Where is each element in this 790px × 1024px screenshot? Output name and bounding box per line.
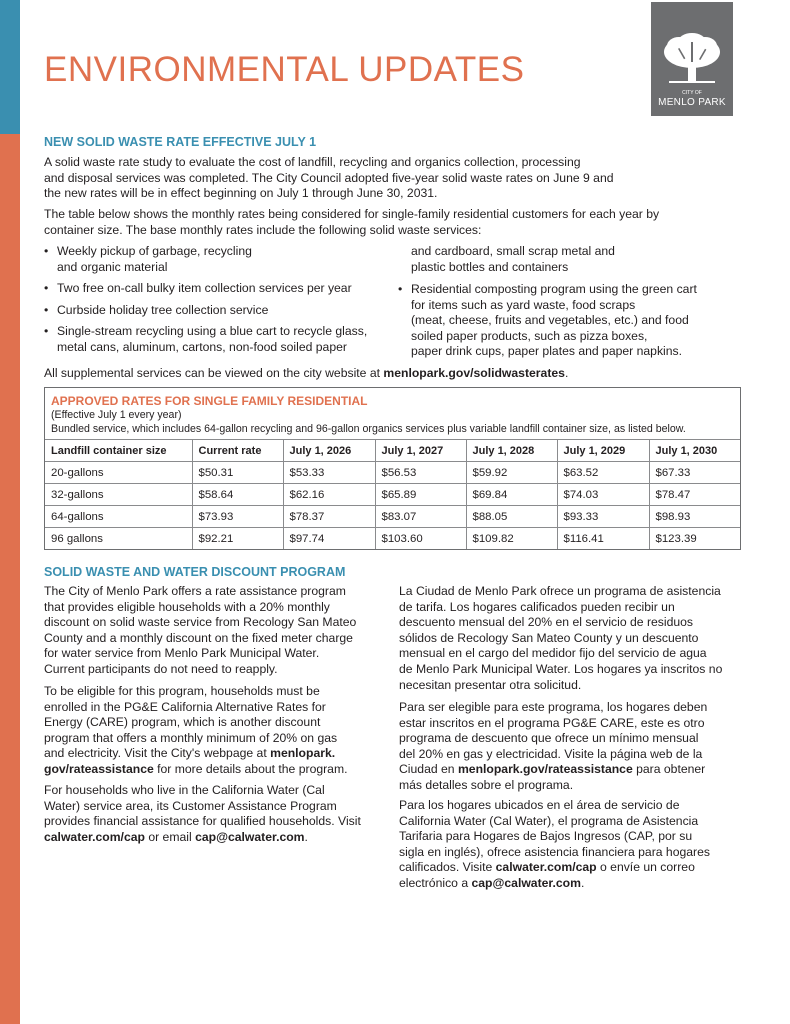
table-cell: $92.21 <box>192 528 283 550</box>
side-bar <box>0 134 20 1024</box>
rates-table-title: APPROVED RATES FOR SINGLE FAMILY RESIDENTIAL <box>51 394 368 408</box>
table-cell: $74.03 <box>557 484 649 506</box>
city-logo <box>651 2 733 116</box>
table-cell: $98.93 <box>649 506 740 528</box>
calwater-email-link[interactable]: cap@calwater.com <box>195 829 305 844</box>
logo-city-of: CITY OF <box>682 90 702 96</box>
table-cell: $73.93 <box>192 506 283 528</box>
discount-es-paragraph-1: La Ciudad de Menlo Park ofrece un programa de asistencia de tarifa. Los hogares calificados pueden recibir un descuento mensual del 20% en el servicio de residuos sólidos de Recology San Mateo County y un descuento mensual en el cargo del medidor fijo del servicio de agua de Menlo Park Municipal Water. Los hogares ya inscritos no necesitan presentar otra solicitud. <box>399 584 723 692</box>
column-header: July 1, 2030 <box>649 440 740 462</box>
discount-es-paragraph-2: Para ser elegible para este programa, los hogares deben estar inscritos en el programa PG&E CARE, este es otro programa de descuento que ofrece un mínimo mensual del 20% en gas y electricidad. Visite la página web de la Ciudad en menlopark.gov/rateassistance para obtener más detalles sobre el programa. <box>399 700 708 792</box>
rateassistance-link-es[interactable]: menlopark.gov/rateassistance <box>457 762 633 777</box>
list-item: • Residential composting program using the green cart for items such as yard waste, food scraps (meat, cheese, fruits and vegetables, etc.) and food soiled paper products, such as pizza boxes, paper drink cups, paper plates and paper napkins. <box>398 282 743 360</box>
solidwasterates-link[interactable]: menlopark.gov/solidwasterates <box>383 366 565 380</box>
table-cell: 20-gallons <box>45 462 192 484</box>
table-cell: $78.47 <box>649 484 740 506</box>
rates-table <box>45 439 740 549</box>
discount-en-paragraph-2: To be eligible for this program, households must be enrolled in the PG&E California Alternative Rates for Energy (CARE) program, which is another discount program that offers a monthly minimum of 20% on gas and electricity. Visit the City's webpage at menlopark. gov/rateassistance for more details about the program. <box>44 684 348 776</box>
column-header: July 1, 2027 <box>375 440 466 462</box>
column-header: July 1, 2029 <box>557 440 649 462</box>
table-cell: 96 gallons <box>45 528 192 550</box>
table-cell: $62.16 <box>283 484 375 506</box>
calwater-cap-link[interactable]: calwater.com/cap <box>44 829 145 844</box>
column-header: July 1, 2028 <box>466 440 557 462</box>
calwater-email-link-es[interactable]: cap@calwater.com <box>471 875 581 890</box>
rateassistance-link-cont[interactable]: gov/rateassistance <box>44 761 154 776</box>
table-cell: $97.74 <box>283 528 375 550</box>
table-cell: $59.92 <box>466 462 557 484</box>
table-cell: $78.37 <box>283 506 375 528</box>
list-item: • Curbside holiday tree collection service <box>44 303 394 319</box>
table-cell: $58.64 <box>192 484 283 506</box>
table-cell: $109.82 <box>466 528 557 550</box>
table-cell: $88.05 <box>466 506 557 528</box>
table-cell: $69.84 <box>466 484 557 506</box>
top-side-bar <box>0 0 20 134</box>
rate-table-intro-paragraph: The table below shows the monthly rates being considered for single-family residential customers for each year by container size. The base monthly rates include the following solid waste services: <box>44 207 660 237</box>
services-list-right <box>398 282 743 366</box>
list-item: • Two free on-call bulky item collection services per year <box>44 281 394 297</box>
table-cell: $53.33 <box>283 462 375 484</box>
rates-table-effective: (Effective July 1 every year) <box>51 409 182 421</box>
discount-section-heading: SOLID WASTE AND WATER DISCOUNT PROGRAM <box>44 565 346 579</box>
table-cell: 32-gallons <box>45 484 192 506</box>
rates-table-description: Bundled service, which includes 64-gallon recycling and 96-gallon organics services plus variable landfill container size, as listed below. <box>51 423 686 435</box>
column-header: Current rate <box>192 440 283 462</box>
supplemental-services-text: All supplemental services can be viewed on the city website at menlopark.gov/solidwasterates. <box>44 366 569 380</box>
oak-tree-icon <box>651 2 733 92</box>
rate-section-heading: NEW SOLID WASTE RATE EFFECTIVE JULY 1 <box>44 135 317 149</box>
table-cell: $83.07 <box>375 506 466 528</box>
rate-intro-paragraph: A solid waste rate study to evaluate the cost of landfill, recycling and organics collection, processing and disposal services was completed. The City Council adopted five-year solid waste rates on June 9 and the new rates will be in effect beginning on July 1 through June 30, 2031. <box>44 155 614 201</box>
list-item: • Weekly pickup of garbage, recycling and organic material <box>44 244 394 275</box>
rateassistance-link[interactable]: menlopark. <box>270 746 336 761</box>
table-header-row <box>45 440 740 462</box>
page-title: ENVIRONMENTAL UPDATES <box>44 50 525 89</box>
table-cell: $103.60 <box>375 528 466 550</box>
table-row <box>45 462 740 484</box>
table-row <box>45 528 740 550</box>
column-header: July 1, 2026 <box>283 440 375 462</box>
calwater-cap-link-es[interactable]: calwater.com/cap <box>495 860 597 875</box>
table-cell: $56.53 <box>375 462 466 484</box>
table-cell: $93.33 <box>557 506 649 528</box>
list-item: • Single-stream recycling using a blue cart to recycle glass, metal cans, aluminum, cartons, non-food soiled paper <box>44 324 394 355</box>
table-row <box>45 506 740 528</box>
column-header: Landfill container size <box>45 440 192 462</box>
table-row <box>45 484 740 506</box>
table-cell: $116.41 <box>557 528 649 550</box>
discount-en-paragraph-1: The City of Menlo Park offers a rate assistance program that provides eligible households with a 20% monthly discount on solid waste service from Recology San Mateo County and a monthly discount on the fixed meter charge for water service from Menlo Park Municipal Water. Current participants do not need to reapply. <box>44 584 357 676</box>
table-cell: $123.39 <box>649 528 740 550</box>
table-cell: $67.33 <box>649 462 740 484</box>
table-cell: $50.31 <box>192 462 283 484</box>
rates-table-box <box>44 387 741 550</box>
logo-menlo-park: MENLO PARK <box>658 97 726 108</box>
services-list-left <box>44 244 394 362</box>
table-cell: $63.52 <box>557 462 649 484</box>
table-cell: 64-gallons <box>45 506 192 528</box>
table-cell: $65.89 <box>375 484 466 506</box>
discount-en-paragraph-3: For households who live in the California Water (Cal Water) service area, its Customer Assistance Program provides financial assistance for qualified households. Visit calwater.com/cap or email cap@calwater.com. <box>44 783 361 844</box>
discount-es-paragraph-3: Para los hogares ubicados en el área de servicio de California Water (Cal Water), el programa de Asistencia Tarifaria para Hogares de Bajos Ingresos (CAP, por su sigla en inglés), ofrece asistencia financiera para hogares calificados. Visite calwater.com/cap o envíe un correo electrónico a cap@calwater.com. <box>399 798 710 890</box>
services-list-continuation: and cardboard, small scrap metal and plastic bottles and containers <box>411 244 615 274</box>
